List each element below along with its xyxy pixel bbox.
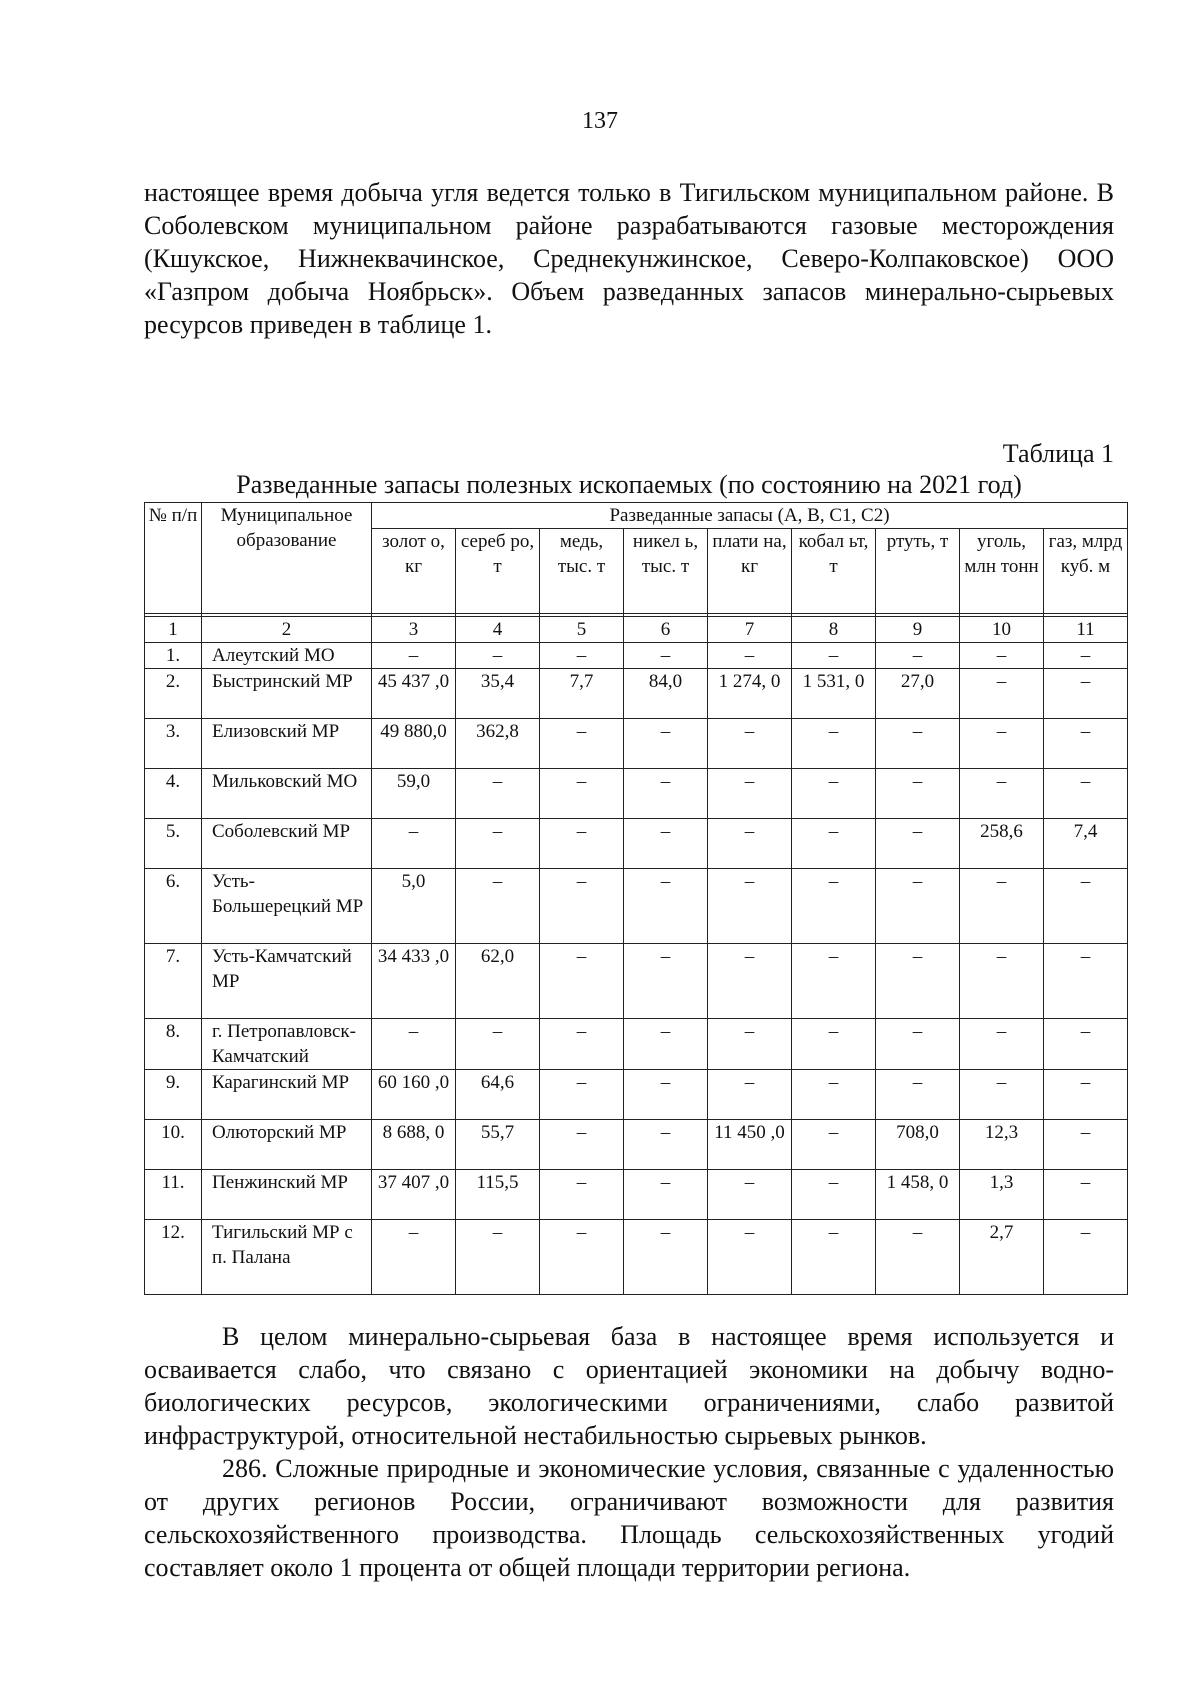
row-value: 84,0 (624, 669, 708, 719)
row-value: – (708, 1220, 792, 1295)
intro-paragraph: настоящее время добыча угля ведется только в Тигильском муниципальном районе. В Соболевском муниципальном районе разрабатываются газовые месторождения (Кшукское, Нижнеквачинское, Среднекунжинское, Северо-Колпаковское) ООО «Газпром добыча Ноябрьск». Объем разведанных запасов минерально-сырьевых ресурсов приведен в таблице 1. (144, 178, 1114, 339)
row-value: – (372, 819, 456, 869)
row-value: – (1044, 719, 1128, 769)
row-value: 12,3 (960, 1120, 1044, 1170)
row-value: – (876, 869, 960, 944)
row-value: – (1044, 1070, 1128, 1120)
row-value: – (960, 719, 1044, 769)
row-value: 49 880,0 (372, 719, 456, 769)
row-value: – (876, 1019, 960, 1070)
row-value: – (1044, 944, 1128, 1019)
header-col: ртуть, т (876, 529, 960, 614)
column-number: 8 (792, 617, 876, 643)
table-row (145, 1220, 1128, 1295)
row-value: 7,7 (540, 669, 624, 719)
row-number: 2. (145, 669, 202, 719)
row-number: 9. (145, 1070, 202, 1120)
row-number: 6. (145, 869, 202, 944)
row-value: 1,3 (960, 1170, 1044, 1220)
row-value: – (792, 1120, 876, 1170)
table-row (145, 769, 1128, 819)
row-value: 5,0 (372, 869, 456, 944)
row-value: – (1044, 669, 1128, 719)
paragraph-after-table: В целом минерально-сырьевая база в настоящее время используется и осваивается слабо, что связано с ориентацией экономики на добычу водно-биологических ресурсов, экологическими ограничениями, слабо развитой инфраструктурой, относительной нестабильностью сырьевых рынков. (144, 1322, 1114, 1450)
header-col: сереб ро, т (456, 529, 540, 614)
row-municipality: Мильковский МО (202, 769, 372, 819)
row-value: 8 688, 0 (372, 1120, 456, 1170)
row-value: – (624, 1070, 708, 1120)
row-value: – (876, 944, 960, 1019)
row-municipality: Усть-Камчатский МР (202, 944, 372, 1019)
row-value: – (708, 1019, 792, 1070)
row-municipality: Соболевский МР (202, 819, 372, 869)
row-value: – (540, 944, 624, 1019)
row-value: – (708, 944, 792, 1019)
row-value: 1 458, 0 (876, 1170, 960, 1220)
row-value: – (624, 719, 708, 769)
row-value: – (708, 819, 792, 869)
row-value: – (540, 1220, 624, 1295)
row-value: 35,4 (456, 669, 540, 719)
row-value: – (792, 769, 876, 819)
row-value: – (624, 1120, 708, 1170)
row-value: – (876, 1070, 960, 1120)
row-value: – (540, 869, 624, 944)
row-value: – (624, 944, 708, 1019)
row-value: 60 160 ,0 (372, 1070, 456, 1120)
header-municipality: Муниципальное образование (202, 503, 372, 614)
column-number: 10 (960, 617, 1044, 643)
row-number: 10. (145, 1120, 202, 1170)
row-value: – (624, 869, 708, 944)
row-value: – (960, 869, 1044, 944)
column-number: 1 (145, 617, 202, 643)
row-value: 64,6 (456, 1070, 540, 1120)
row-value: 34 433 ,0 (372, 944, 456, 1019)
row-number: 4. (145, 769, 202, 819)
table-row (145, 1070, 1128, 1120)
row-municipality: Олюторский МР (202, 1120, 372, 1170)
reserves-table (144, 502, 1128, 1295)
row-number: 8. (145, 1019, 202, 1070)
header-col: плати на, кг (708, 529, 792, 614)
row-value: – (876, 819, 960, 869)
row-value: 62,0 (456, 944, 540, 1019)
row-value: – (540, 819, 624, 869)
column-number: 4 (456, 617, 540, 643)
row-value: – (540, 643, 624, 669)
row-number: 12. (145, 1220, 202, 1295)
header-col: никел ь, тыс. т (624, 529, 708, 614)
row-value: 11 450 ,0 (708, 1120, 792, 1170)
row-value: – (624, 1019, 708, 1070)
row-number: 3. (145, 719, 202, 769)
row-value: 45 437 ,0 (372, 669, 456, 719)
table-row (145, 643, 1128, 669)
row-value: 27,0 (876, 669, 960, 719)
row-value: – (1044, 1019, 1128, 1070)
row-value: – (960, 944, 1044, 1019)
page-number: 137 (582, 108, 618, 134)
paragraph-286: 286. Сложные природные и экономические условия, связанные с удаленностью от других регионов России, ограничивают возможности для развития сельскохозяйственного производства. Площадь сельскохозяйственных угодий составляет около 1 процента от общей площади территории региона. (144, 1454, 1114, 1582)
row-municipality: Тигильский МР с п. Палана (202, 1220, 372, 1295)
row-value: – (540, 1170, 624, 1220)
row-value: 55,7 (456, 1120, 540, 1170)
header-col: золот о, кг (372, 529, 456, 614)
table-row (145, 869, 1128, 944)
row-value: – (1044, 1120, 1128, 1170)
table-header-row (145, 503, 1128, 529)
row-value: – (456, 819, 540, 869)
row-value: – (624, 1220, 708, 1295)
row-value: 2,7 (960, 1220, 1044, 1295)
row-value: – (624, 769, 708, 819)
row-value: – (456, 643, 540, 669)
table-row (145, 944, 1128, 1019)
column-number-row (145, 617, 1128, 643)
column-number: 7 (708, 617, 792, 643)
row-value: – (540, 1120, 624, 1170)
column-number: 3 (372, 617, 456, 643)
header-col: кобал ьт, т (792, 529, 876, 614)
row-value: – (876, 719, 960, 769)
table-row (145, 719, 1128, 769)
column-number: 5 (540, 617, 624, 643)
row-value: – (372, 1220, 456, 1295)
row-value: – (708, 719, 792, 769)
row-value: – (960, 669, 1044, 719)
row-value: – (792, 944, 876, 1019)
header-num: № п/п (145, 503, 202, 614)
row-municipality: Алеутский МО (202, 643, 372, 669)
row-municipality: г. Петропавловск-Камчатский (202, 1019, 372, 1070)
row-value: – (540, 1070, 624, 1120)
row-municipality: Усть-Большерецкий МР (202, 869, 372, 944)
row-value: – (792, 1070, 876, 1120)
table-title: Разведанные запасы полезных ископаемых (по состоянию на 2021 год) (236, 470, 1022, 499)
row-value: – (456, 1019, 540, 1070)
row-number: 1. (145, 643, 202, 669)
table-row (145, 1170, 1128, 1220)
header-col: медь, тыс. т (540, 529, 624, 614)
row-value: 708,0 (876, 1120, 960, 1170)
row-value: 37 407 ,0 (372, 1170, 456, 1220)
header-col: уголь, млн тонн (960, 529, 1044, 614)
row-municipality: Пенжинский МР (202, 1170, 372, 1220)
row-value: – (1044, 869, 1128, 944)
row-value: – (876, 1220, 960, 1295)
column-number: 6 (624, 617, 708, 643)
column-number: 2 (202, 617, 372, 643)
row-value: – (456, 769, 540, 819)
row-value: – (540, 1019, 624, 1070)
table-row (145, 669, 1128, 719)
row-number: 7. (145, 944, 202, 1019)
row-value: – (456, 1220, 540, 1295)
column-number: 9 (876, 617, 960, 643)
row-value: 1 274, 0 (708, 669, 792, 719)
table-row (145, 1120, 1128, 1170)
row-value: – (792, 819, 876, 869)
row-value: – (708, 869, 792, 944)
row-value: – (960, 769, 1044, 819)
row-municipality: Карагинский МР (202, 1070, 372, 1120)
row-value: – (624, 1170, 708, 1220)
row-value: – (792, 1220, 876, 1295)
row-value: – (624, 643, 708, 669)
row-value: – (876, 643, 960, 669)
row-value: – (792, 719, 876, 769)
row-value: – (708, 1070, 792, 1120)
row-value: – (624, 819, 708, 869)
row-value: – (708, 643, 792, 669)
row-value: – (540, 719, 624, 769)
row-value: – (960, 643, 1044, 669)
row-value: – (708, 1170, 792, 1220)
row-value: 362,8 (456, 719, 540, 769)
row-value: – (960, 1070, 1044, 1120)
row-value: – (792, 869, 876, 944)
row-number: 5. (145, 819, 202, 869)
row-value: – (372, 1019, 456, 1070)
row-value: – (456, 869, 540, 944)
row-value: – (540, 769, 624, 819)
row-municipality: Елизовский МР (202, 719, 372, 769)
table-row (145, 819, 1128, 869)
row-value: – (1044, 1170, 1128, 1220)
column-number: 11 (1044, 617, 1128, 643)
row-value: – (1044, 1220, 1128, 1295)
row-value: – (708, 769, 792, 819)
table-row (145, 1019, 1128, 1070)
row-value: 7,4 (1044, 819, 1128, 869)
row-value: – (1044, 643, 1128, 669)
row-value: – (960, 1019, 1044, 1070)
row-value: 59,0 (372, 769, 456, 819)
row-value: 1 531, 0 (792, 669, 876, 719)
row-value: 258,6 (960, 819, 1044, 869)
row-value: – (876, 769, 960, 819)
row-number: 11. (145, 1170, 202, 1220)
row-value: – (792, 1170, 876, 1220)
row-value: – (372, 643, 456, 669)
row-municipality: Быстринский МР (202, 669, 372, 719)
row-value: – (1044, 769, 1128, 819)
header-group: Разведанные запасы (A, B, C1, C2) (372, 503, 1128, 529)
table-label: Таблица 1 (1002, 439, 1114, 468)
header-col: газ, млрд куб. м (1044, 529, 1128, 614)
row-value: – (792, 1019, 876, 1070)
row-value: 115,5 (456, 1170, 540, 1220)
row-value: – (792, 643, 876, 669)
